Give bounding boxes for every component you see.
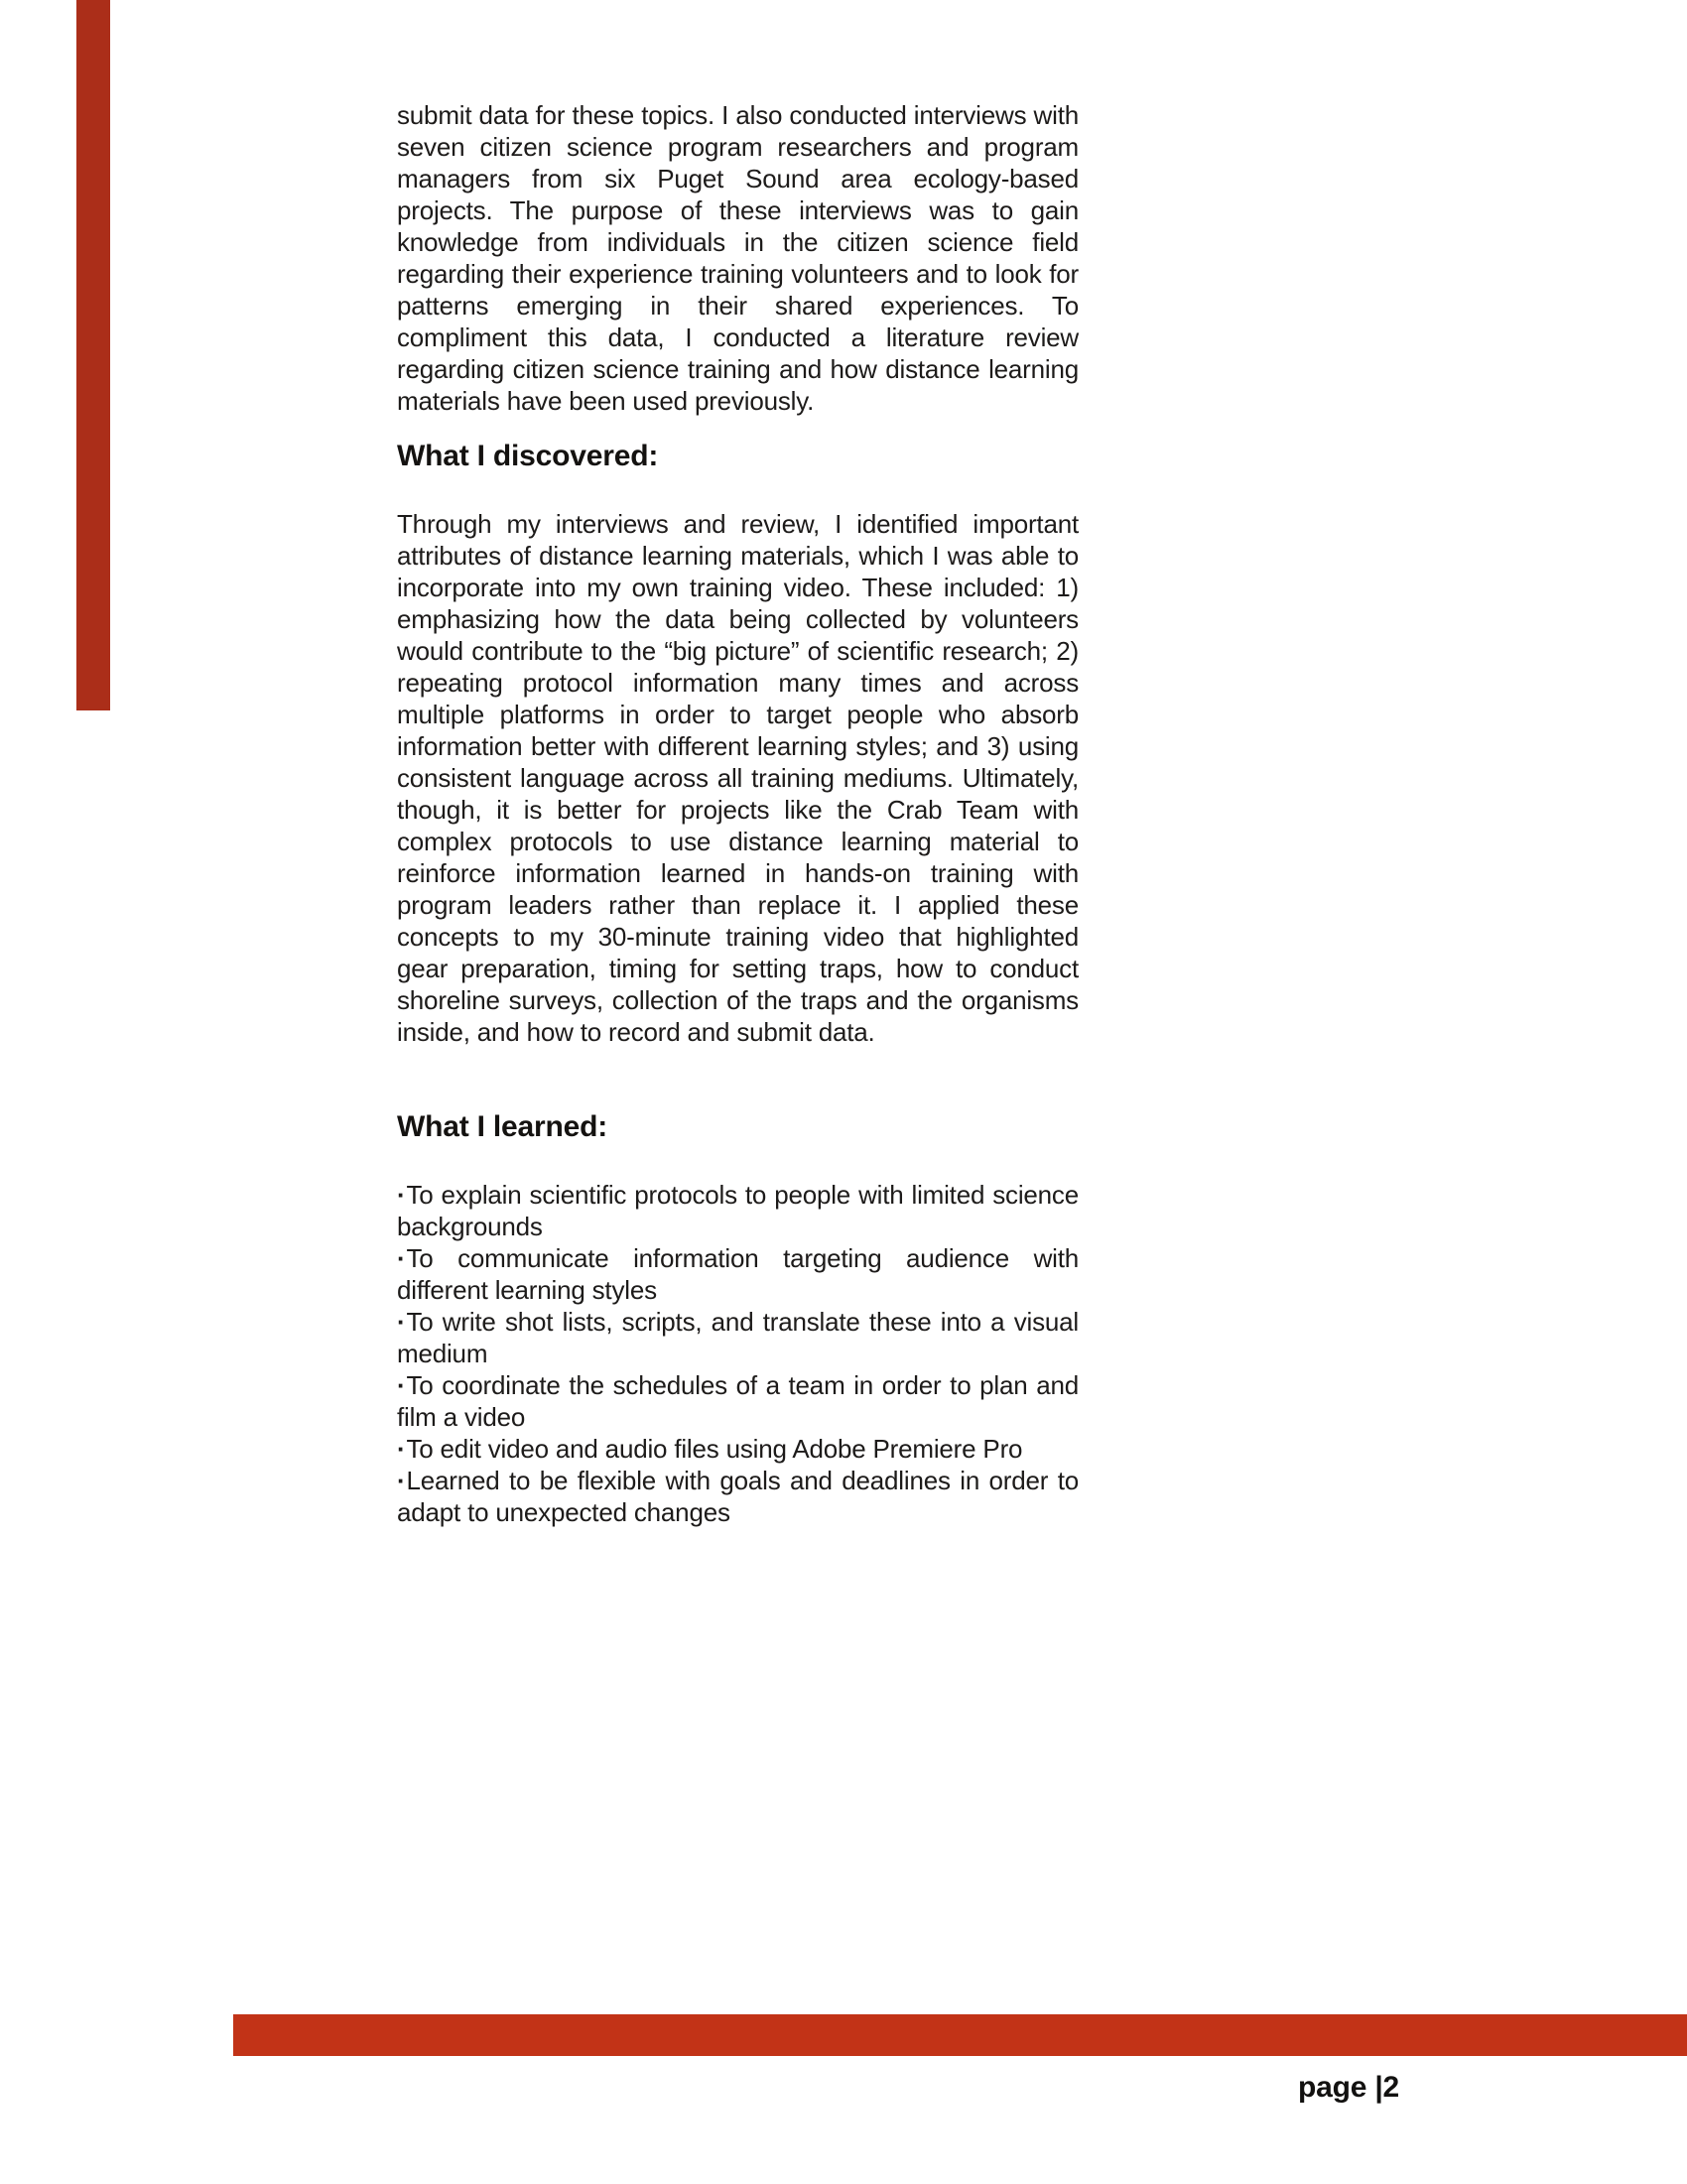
bullet-icon: ·: [397, 1180, 406, 1210]
list-item: [397, 1242, 1079, 1306]
list-item: [397, 1465, 1079, 1528]
bullet-text: To communicate information targeting audience with different learning styles: [397, 1243, 1079, 1305]
list-item: [397, 1179, 1079, 1242]
footer-red-band: [233, 2014, 1687, 2056]
list-item: [397, 1433, 1079, 1465]
content-column: [397, 99, 1079, 1528]
bullet-text: Learned to be flexible with goals and deadlines in order to adapt to unexpected changes: [397, 1466, 1079, 1527]
list-item: [397, 1306, 1079, 1369]
heading-what-i-discovered: What I discovered:: [397, 440, 659, 472]
page-number: page |2: [1298, 2071, 1400, 2104]
paragraph-discovered: Through my interviews and review, I identified important attributes of distance learning materials, which I was able to incorporate into my own training video. These included: 1) emphasizing how the data being collected by volunteers would contribute to the “big picture” of scientific research; 2) repeating protocol information many times and across multiple platforms in order to target people who absorb information better with different learning styles; and 3) using consistent language across all training mediums. Ultimately, though, it is better for projects like the Crab Team with complex protocols to use distance learning material to reinforce information learned in hands-on training with program leaders rather than replace it. I applied these concepts to my 30-minute training video that highlighted gear preparation, timing for setting traps, how to conduct shoreline surveys, collection of the traps and the organisms inside, and how to record and submit data.: [397, 509, 1079, 1047]
bullet-text: To write shot lists, scripts, and translate these into a visual medium: [397, 1307, 1079, 1368]
bullet-icon: ·: [397, 1466, 406, 1495]
list-item: [397, 1369, 1079, 1433]
bullet-text: To edit video and audio files using Adobe Premiere Pro: [406, 1434, 1023, 1464]
bullet-icon: ·: [397, 1434, 406, 1464]
bullet-icon: ·: [397, 1307, 406, 1337]
top-left-red-ribbon: [76, 0, 110, 710]
learned-bullet-list: [397, 1179, 1079, 1528]
bullet-text: To coordinate the schedules of a team in order to plan and film a video: [397, 1370, 1079, 1432]
bullet-icon: ·: [397, 1243, 406, 1273]
bullet-icon: ·: [397, 1370, 406, 1400]
bullet-text: To explain scientific protocols to people with limited science backgrounds: [397, 1180, 1079, 1241]
heading-what-i-learned: What I learned:: [397, 1110, 608, 1143]
paragraph-methods: submit data for these topics. I also conducted interviews with seven citizen science program researchers and program managers from six Puget Sound area ecology-based projects. The purpose of these interviews was to gain knowledge from individuals in the citizen science field regarding their experience training volunteers and to look for patterns emerging in their shared experiences. To compliment this data, I conducted a literature review regarding citizen science training and how distance learning materials have been used previously.: [397, 100, 1079, 416]
